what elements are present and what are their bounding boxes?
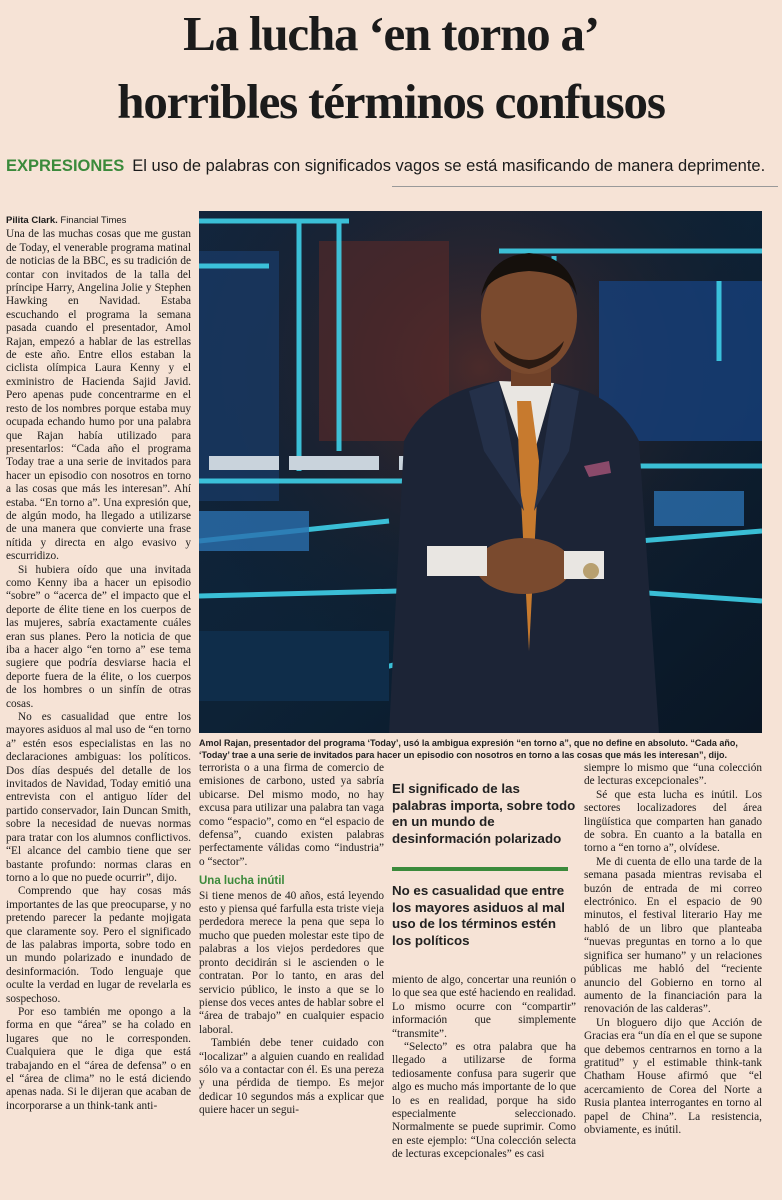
paragraph: No es casualidad que entre los mayores asiduos al mal uso de “en torno a” estén esos especialistas en las no declaraciones ambiguas: los políticos. Dos días después del detalle de los invitados de Navidad, Today emitió una entrevista con el antiguo líder del partido conservador, Iain Duncan Smith, sobre la necesidad de nuevas normas para tratar con los alumnos conflictivos. “El alcance del cambio tiene que ser bastante profundo: normas claras en torno a lo que no puede ocurrir”, dijo.: [6, 711, 191, 884]
paragraph: Si tiene menos de 40 años, está leyendo esto y piensa qué farfulla esta triste vieja perdedora merece la pena que sepa lo mucho que pueden molestar este tipo de palabras a los viejos perdedores que pronto decidirán si le ascienden o le contratan. Por lo tanto, en aras del servicio público, le insto a que se lo piense dos veces antes de hablar sobre el “área de trabajo” en cualquier espacio laboral.: [199, 889, 384, 1036]
section-kicker: EXPRESIONES: [6, 157, 125, 175]
paragraph: Comprendo que hay cosas más importantes de las que preocuparse, y no pretendo parecer la pedante mojigata que claramente soy. Pero el significado de las palabras importa, sobre todo en un mundo polarizado e inundado de desinformación. Todo lenguaje que oculte la verdad en lugar de revelarla es sospechoso.: [6, 885, 191, 1005]
byline-source: Financial Times: [60, 215, 127, 226]
paragraph: Si hubiera oído que una invitada como Kenny iba a hacer un episodio “sobre” o “acerca de” el impacto que el deporte de élite tiene en los cuerpos de las mujeres, sabría exactamente cuáles eran sus planes. Pero la noticia de que iba a hacer algo “en torno a” ese tema sugiere que podría desviarse hacia el deporte fuera de la élite, o los cuerpos de los hombres o un sinfín de otras cosas.: [6, 563, 191, 710]
pull-quote-2: No es casualidad que entre los mayores asiduos al mal uso de los términos estén los políticos: [392, 883, 565, 948]
paragraph: “Selecto” es otra palabra que ha llegado a utilizarse de forma tediosamente confusa para sugerir que algo es mucho más importante de lo que lo es en realidad, porque ha sido especialmente seleccionado. Normalmente se puede suprimir. Como en este ejemplo: “Una colección selecta de lecturas excepcionales” es casi: [392, 1041, 576, 1161]
paragraph: siempre lo mismo que “una colección de lecturas excepcionales”.: [584, 762, 762, 788]
pull-quote-1: El significado de las palabras importa, sobre todo en un mundo de desinformación polarizado: [392, 781, 576, 846]
deck-divider: [392, 186, 778, 187]
headline-line-2: horribles términos confusos: [117, 74, 665, 129]
paragraph: terrorista o a una firma de comercio de emisiones de carbono, usted ya sabría ubicarse. Del mismo modo, no hay excusa para utilizar una palabra tan vaga como “espacio”, como en “el espacio de defensa”, cuando existen palabras perfectamente válidas como “industria” o “sector”.: [199, 762, 384, 868]
paragraph: Me di cuenta de ello una tarde de la semana pasada mientras revisaba el buzón de entrada de mi correo electrónico. En el espacio de 90 minutos, el festival literario Hay me habló de un libro que planteaba “nuevas preguntas en torno a lo que significa ser humano” y un relaciones públicas me habló del “reciente anuncio del Gobierno en torno al aumento de la financiación para la renovación de las calderas”.: [584, 855, 762, 1016]
article-column-1: [6, 214, 191, 1200]
paragraph: Por eso también me opongo a la forma en que “área” se ha colado en lugares que no le corresponden. Cualquiera que le diga que está trabajando en el “área de defensa” o en el “área de clima” no le está diciendo apenas nada. Si le dijeran que acaban de incorporarse a un think-tank anti-: [6, 1005, 191, 1112]
headline-line-1: La lucha ‘en torno a’: [183, 6, 599, 61]
deck: [6, 157, 778, 176]
byline: [6, 214, 191, 227]
photo-caption: Amol Rajan, presentador del programa ‘Today’, usó la ambigua expresión “en torno a”, que no define en absoluto. “Cada año, ‘Today’ trae a una serie de invitados para hacer un episodio con nosotros en torno a las cosas que más les interesan”, dijo.: [199, 738, 738, 760]
subheading: Una lucha inútil: [199, 875, 285, 888]
article-column-2: [199, 762, 384, 1200]
paragraph: Sé que esta lucha es inútil. Los sectores localizadores del área lingüística que comparten han ganado de sobra. En cuanto a la batalla en torno a “en torno a”, olvídese.: [584, 788, 762, 855]
byline-author: Pilita Clark.: [6, 215, 58, 226]
paragraph: Una de las muchas cosas que me gustan de Today, el venerable programa matinal de noticias de la BBC, es su tradición de contar con invitados de la talla del príncipe Harry, Angelina Jolie y Stephen Hawking en Navidad. Estaba escuchando el programa la semana pasada cuando el presentador, Amol Rajan, empezó a hablar de las estrellas de este año. Entre ellos estaban la ciclista olímpica Laura Kenny y el exministro de Hacienda Sajid Javid. Pero apenas pude concentrarme en el resto de los nombres porque estaba muy ocupada echando humo por una palabra que Rajan había utilizado para presentarlos: “Cada año el programa Today trae a una serie de invitados para hacer un episodio con nosotros en torno a las cosas que más les interesan”. Ahí estaba. “En torno a”. Una expresión que, de algún modo, ha llegado a utilizarse de una manera que convierte una frase nítida y directa en algo evasivo y escurridizo.: [6, 228, 191, 563]
deck-text: El uso de palabras con significados vagos se está masificando de manera deprimente.: [132, 157, 766, 175]
paragraph: También debe tener cuidado con “localizar” a alguien cuando en realidad sólo va a contactar con él. Es una pereza y una pérdida de tiempo. Es mejor dedicar 10 segundos más a explicar que quiere hacer un segui-: [199, 1037, 384, 1117]
paragraph: Un bloguero dijo que Acción de Gracias era “un día en el que se supone que debemos centrarnos en torno a la gratitud” y el estimable think-tank Chatham House afirmó que “el acercamiento de Corea del Norte a Rusia plantea interrogantes en torno al papel de China”. La resistencia, obviamente, es inútil.: [584, 1016, 762, 1136]
article-photo: [199, 211, 762, 733]
pull-quote-divider: [392, 867, 568, 871]
photo-illustration: [199, 211, 762, 733]
paragraph: miento de algo, concertar una reunión o lo que sea que esté haciendo en realidad. Lo mismo ocurre con “compartir” información que simplemente “transmite”.: [392, 974, 576, 1040]
article-column-3: [392, 974, 576, 1200]
article-column-4: [584, 762, 762, 1200]
